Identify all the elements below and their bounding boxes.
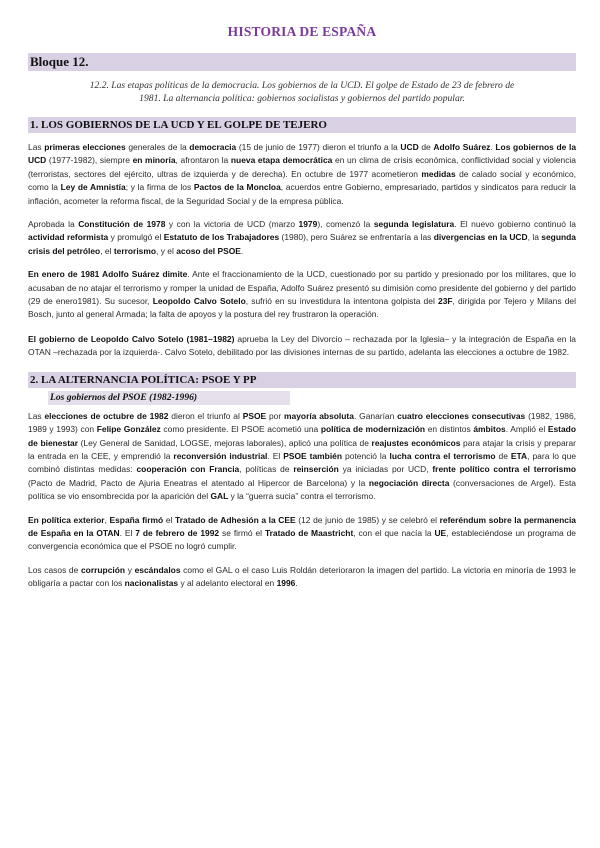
section-2-subheading: Los gobiernos del PSOE (1982-1996) bbox=[48, 391, 290, 405]
bold-term: 1979 bbox=[298, 219, 318, 230]
bold-term: frente político contra el terrorismo bbox=[432, 464, 576, 475]
bold-term: Estatuto de los Trabajadores bbox=[163, 232, 280, 243]
bold-term: terrorismo bbox=[113, 245, 157, 256]
section-2-paragraph-2: En política exterior, España firmó el Tratado de Adhesión a la CEE (12 de junio de 1985) y se celebró el referéndum sobre la permanencia de España en la OTAN. El 7 de febrero de 1992 se firmó el Tratado de Maastricht, con el que nacía la UE, estableciéndose un programa de convergencia económica que el PSOE no logró cumplir. bbox=[28, 514, 577, 552]
bold-term: Pactos de la Moncloa bbox=[193, 182, 281, 193]
bold-term: acoso del PSOE bbox=[176, 245, 241, 256]
bold-term: En política exterior bbox=[28, 514, 105, 525]
bold-term: segunda legislatura bbox=[373, 219, 455, 230]
bold-term: segunda crisis del petróleo bbox=[28, 232, 576, 256]
bold-term: democracia bbox=[189, 142, 237, 152]
bold-term: elecciones de octubre de 1982 bbox=[44, 410, 169, 421]
bold-term: ámbitos bbox=[473, 424, 506, 435]
bold-term: UCD bbox=[400, 142, 419, 152]
bold-term: ETA bbox=[510, 450, 528, 461]
section-1-paragraph-1: Las primeras elecciones generales de la democracia (15 de junio de 1977) dieron el triunfo a la UCD de Adolfo Suárez. Los gobiernos de la UCD (1977-1982), siempre en minoría, afrontaron la nueva etapa democrática en un clima de crisis económica, conflictividad social y violencia (terroristas, sectores del ejército, ultras de izquierda y de derecha). En octubre de 1977 acometieron medidas de calado social y económico, como la Ley de Amnistía; y la firma de los Pactos de la Moncloa, acuerdos entre Gobierno, empresariado, partidos y sindicatos para reducir la inflación, acometer la reforma fiscal, de la Seguridad Social y de la empresa pública. bbox=[28, 142, 577, 206]
bold-term: Tratado de Adhesión a la CEE bbox=[175, 514, 296, 525]
bold-term: nacionalistas bbox=[124, 578, 179, 589]
bold-term: Estado de bienestar bbox=[28, 424, 576, 448]
bold-term: nueva etapa democrática bbox=[230, 155, 333, 166]
bold-term: medidas bbox=[421, 168, 456, 179]
bold-term: PSOE bbox=[242, 410, 267, 421]
bold-term: reinserción bbox=[293, 464, 339, 475]
section-1-paragraph-3: En enero de 1981 Adolfo Suárez dimite. Ante el fraccionamiento de la UCD, cuestionado por su partido y presionado por los militares, que lo acusaban de no atajar el terrorismo y romper la unidad de España, Adolfo Suárez presentó su dimisión como presidente del gobierno y del partido (29 de enero1981). Su sucesor, Leopoldo Calvo Sotelo, sufrió en su investidura la intentona golpista del 23F, dirigida por Tejero y Milans del Bosch, junto al general Armada; la falta de apoyos y la postura del rey frustraron la operación. bbox=[28, 269, 576, 320]
bold-term: reconversión industrial bbox=[173, 450, 268, 461]
bold-term: UE bbox=[434, 527, 447, 538]
section-2-paragraph-3: Los casos de corrupción y escándalos como el GAL o el caso Luis Roldán deterioraron la imagen del partido. La victoria en minoría de 1993 le obligaría a pactar con los nacionalistas y al adelanto electoral en 1996. bbox=[28, 564, 576, 589]
bold-term: lucha contra el terrorismo bbox=[389, 450, 496, 461]
bold-term: reajustes económicos bbox=[371, 437, 461, 448]
section-1-heading: 1. LOS GOBIERNOS DE LA UCD Y EL GOLPE DE TEJERO bbox=[28, 117, 576, 133]
bold-term: mayoría absoluta bbox=[284, 410, 354, 421]
bold-term: Leopoldo Calvo Sotelo bbox=[152, 296, 246, 307]
topic-subtitle: 12.2. Las etapas políticas de la democracia. Los gobiernos de la UCD. El golpe de Estado de 23 de febrero de 1981. La alternancia política: gobiernos socialistas y gobiernos del partido popular. bbox=[89, 80, 515, 104]
bloque-heading: Bloque 12. bbox=[28, 53, 576, 71]
bold-term: corrupción bbox=[80, 564, 126, 575]
bold-term: Constitución de 1978 bbox=[78, 219, 166, 230]
bold-term: política de modernización bbox=[320, 424, 426, 435]
bold-term: Ley de Amnistía bbox=[60, 182, 126, 193]
bold-term: 7 de febrero de 1992 bbox=[135, 527, 220, 538]
section-2-paragraph-1: Las elecciones de octubre de 1982 dieron el triunfo al PSOE por mayoría absoluta. Ganarían cuatro elecciones consecutivas (1982, 1986, 1989 y 1993) con Felipe González como presidente. El PSOE acometió una política de modernización en distintos ámbitos. Amplió el Estado de bienestar (Ley General de Sanidad, LOGSE, mejoras laborales), aplicó una política de reajustes económicos para atajar la crisis y preparar la entrada en la CEE, y emprendió la reconversión industrial. El PSOE también potenció la lucha contra el terrorismo de ETA, para lo que combinó distintas medidas: cooperación con Francia, políticas de reinserción ya iniciadas por UCD, frente político contra el terrorismo (Pacto de Madrid, Pacto de Ajuria Eneatras el atentado al Hipercor de Barcelona) y la negociación directa (conversaciones de Argel). Esta política se vio ensombrecida por la aparición del GAL y la “guerra sucia” contra el terrorismo. bbox=[28, 410, 577, 502]
bold-term: primeras elecciones bbox=[44, 142, 126, 152]
bold-term: referéndum sobre la permanencia de España en la OTAN bbox=[28, 514, 576, 538]
section-2-heading: 2. LA ALTERNANCIA POLÍTICA: PSOE Y PP bbox=[28, 372, 576, 388]
section-1-paragraph-2: Aprobada la Constitución de 1978 y con la victoria de UCD (marzo 1979), comenzó la segunda legislatura. El nuevo gobierno continuó la actividad reformista y promulgó el Estatuto de los Trabajadores (1980), pero Suárez se enfrentaría a las divergencias en la UCD, la segunda crisis del petróleo, el terrorismo, y el acoso del PSOE. bbox=[28, 219, 576, 256]
bold-term: 23F bbox=[438, 296, 453, 307]
bold-term: España firmó bbox=[109, 514, 164, 525]
bold-term: negociación directa bbox=[368, 477, 450, 488]
section-1-paragraph-4: El gobierno de Leopoldo Calvo Sotelo (1981–1982) aprueba la Ley del Divorcio – rechazada por la Iglesia– y la integración de España en la OTAN –rechazada por la izquierda-. Calvo Sotelo, debilitado por las divisiones internas de su partido, adelanta las elecciones a octubre de 1982. bbox=[28, 333, 576, 358]
document-title: HISTORIA DE ESPAÑA bbox=[227, 24, 377, 39]
bold-term: Felipe González bbox=[96, 424, 161, 435]
bold-term: divergencias en la UCD bbox=[433, 232, 528, 243]
bold-term: Los gobiernos de la UCD bbox=[28, 142, 577, 166]
bold-term: El gobierno de Leopoldo Calvo Sotelo (1981–1982) bbox=[28, 333, 235, 344]
bold-term: 1996 bbox=[276, 578, 296, 589]
bold-term: Tratado de Maastricht bbox=[264, 527, 354, 538]
bold-term: GAL bbox=[210, 491, 229, 502]
bold-term: PSOE también bbox=[283, 450, 343, 461]
bold-term: en minoría bbox=[132, 155, 176, 166]
bold-term: escándalos bbox=[134, 564, 181, 575]
bold-term: actividad reformista bbox=[28, 232, 109, 243]
bold-term: En enero de 1981 Adolfo Suárez dimite bbox=[28, 269, 188, 280]
bold-term: cuatro elecciones consecutivas bbox=[397, 410, 526, 421]
bold-term: Adolfo Suárez bbox=[433, 142, 491, 152]
bold-term: cooperación con Francia bbox=[136, 464, 240, 475]
